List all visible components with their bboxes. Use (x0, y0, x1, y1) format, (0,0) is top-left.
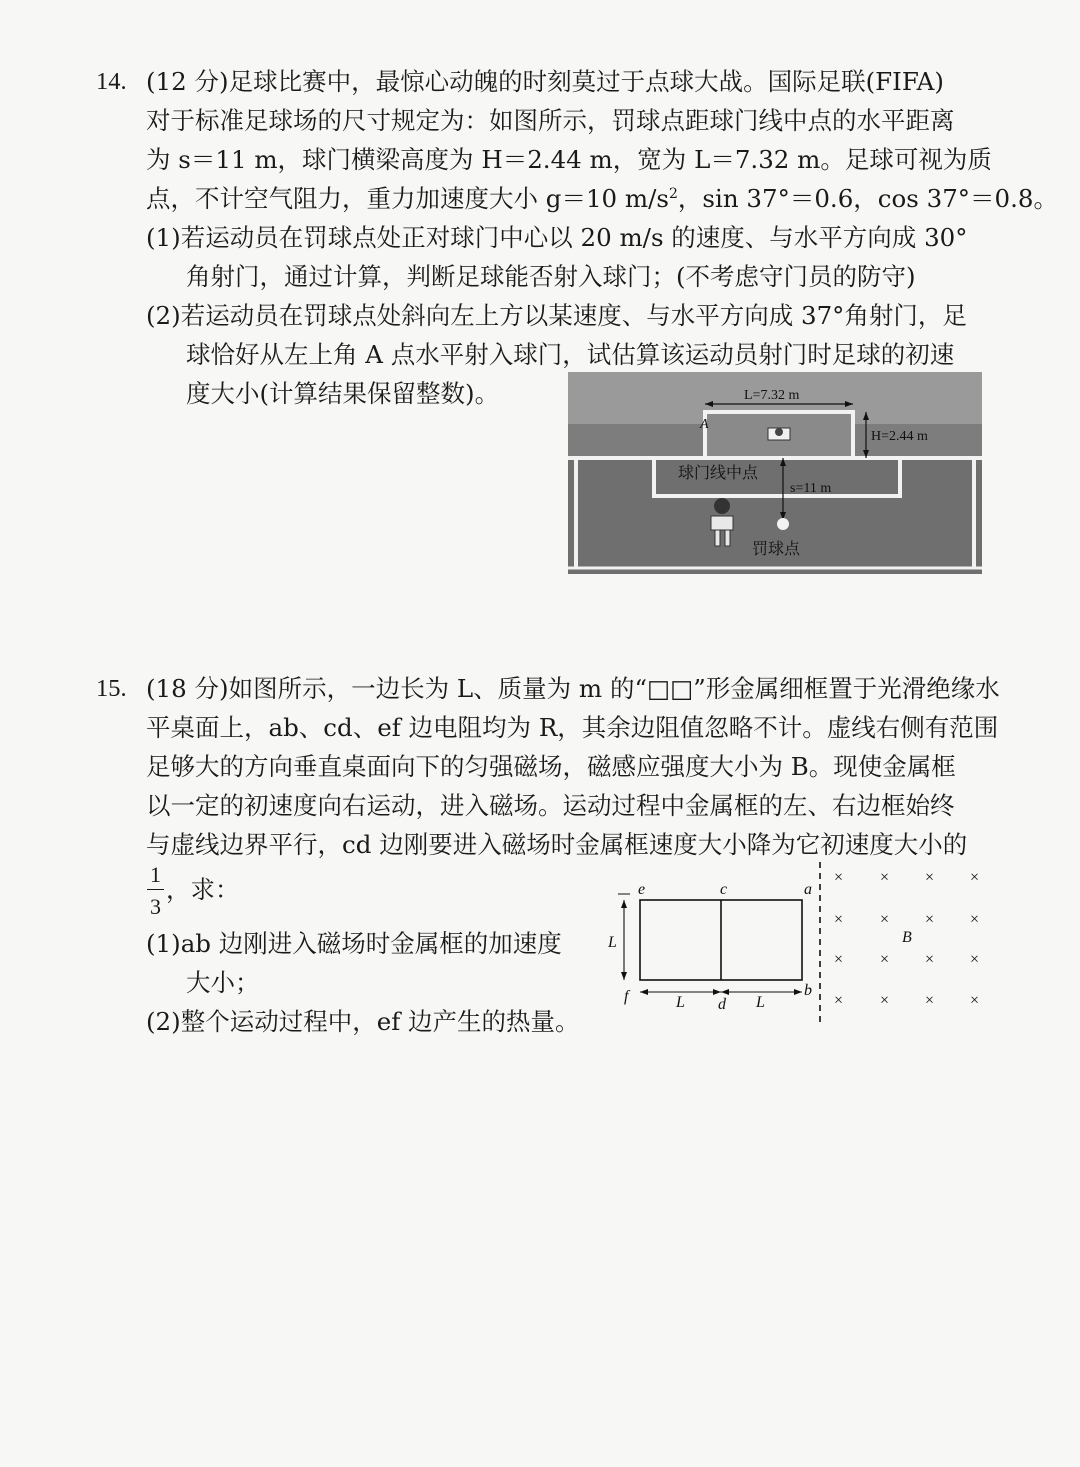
q14-sub1-line-1: (1)若运动员在罚球点处正对球门中心以 20 m/s 的速度、与水平方向成 30° (146, 223, 968, 252)
field-cross: × (834, 911, 844, 928)
field-cross: × (880, 992, 890, 1009)
field-cross: × (834, 992, 844, 1009)
field-cross: × (970, 869, 980, 886)
field-cross: × (925, 951, 935, 968)
q15-label-f: f (624, 988, 629, 1005)
q15-label-L-1: L (676, 994, 685, 1011)
q15-line-4: 以一定的初速度向右运动，进入磁场。运动过程中金属框的左、右边框始终 (146, 791, 955, 820)
q14-number: 14. (96, 68, 127, 95)
field-cross: × (834, 869, 844, 886)
q14-line-4-head: 点，不计空气阻力，重力加速度大小 g＝10 m/s (146, 184, 669, 213)
q14-label-L: L=7.32 m (744, 388, 800, 403)
q14-line-2: 对于标准足球场的尺寸规定为：如图所示，罚球点距球门线中点的水平距离 (146, 106, 955, 135)
q14-line-3: 为 s＝11 m，球门横梁高度为 H＝2.44 m，宽为 L＝7.32 m。足球可视为质 (146, 145, 992, 174)
q14-line-4 (146, 184, 1059, 213)
q15-sub2: (2)整个运动过程中，ef 边产生的热量。 (146, 1007, 580, 1036)
field-cross: × (925, 869, 935, 886)
q15-line-2: 平桌面上，ab、cd、ef 边电阻均为 R，其余边阻值忽略不计。虚线右侧有范围 (146, 713, 999, 742)
q14-sub1-line-2: 角射门，通过计算，判断足球能否射入球门；(不考虑守门员的防守) (186, 262, 916, 291)
q14-line-1: (12 分)足球比赛中，最惊心动魄的时刻莫过于点球大战。国际足联(FIFA) (146, 67, 944, 96)
field-cross: × (880, 951, 890, 968)
q15-label-c: c (720, 881, 728, 898)
field-cross: × (970, 911, 980, 928)
q14-label-A: A (700, 417, 709, 432)
field-cross: × (834, 951, 844, 968)
q15-sub1-line-2: 大小； (186, 968, 260, 997)
q15-label-a: a (804, 881, 812, 898)
q14-label-penalty-spot: 罚球点 (752, 541, 801, 558)
q15-label-B: B (902, 929, 912, 946)
q15-label-b: b (804, 982, 812, 999)
q14-label-s: s=11 m (790, 481, 832, 496)
q15-label-L-2: L (756, 994, 765, 1011)
q15-fraction-numerator: 1 (150, 862, 161, 887)
q14-sub2-line-1: (2)若运动员在罚球点处斜向左上方以某速度、与水平方向成 37°角射门，足 (146, 301, 967, 330)
q15-fraction-bar (147, 889, 164, 890)
q15-label-e: e (638, 881, 646, 898)
q15-line-1: (18 分)如图所示，一边长为 L、质量为 m 的“□□”形金属细框置于光滑绝缘水 (146, 674, 1000, 703)
q14-field-figure (568, 372, 982, 574)
q15-number: 15. (96, 675, 127, 702)
q14-label-H: H=2.44 m (871, 429, 928, 444)
q14-sub2-line-2: 球恰好从左上角 A 点水平射入球门，试估算该运动员射门时足球的初速 (186, 340, 955, 369)
q15-after-fraction: ，求： (166, 875, 240, 904)
q15-line-5: 与虚线边界平行，cd 边刚要进入磁场时金属框速度大小降为它初速度大小的 (146, 830, 968, 859)
q15-label-d: d (718, 996, 726, 1013)
q14-line-4-tail: ，sin 37°＝0.6，cos 37°＝0.8。 (677, 184, 1059, 213)
q14-label-goal-midpoint: 球门线中点 (678, 465, 759, 482)
q15-frame-figure (600, 858, 1000, 1028)
field-cross: × (970, 951, 980, 968)
field-cross: × (880, 911, 890, 928)
field-cross: × (925, 992, 935, 1009)
q14-sub2-line-3: 度大小(计算结果保留整数)。 (186, 379, 500, 408)
q14-sup-2: 2 (669, 186, 678, 202)
field-cross: × (925, 911, 935, 928)
field-cross: × (880, 869, 890, 886)
q15-line-3: 足够大的方向垂直桌面向下的匀强磁场，磁感应强度大小为 B。现使金属框 (146, 752, 956, 781)
field-cross: × (970, 992, 980, 1009)
q15-fraction-denominator: 3 (150, 894, 161, 919)
q15-sub1-line-1: (1)ab 边刚进入磁场时金属框的加速度 (146, 929, 562, 958)
q15-label-L-side: L (608, 934, 617, 951)
